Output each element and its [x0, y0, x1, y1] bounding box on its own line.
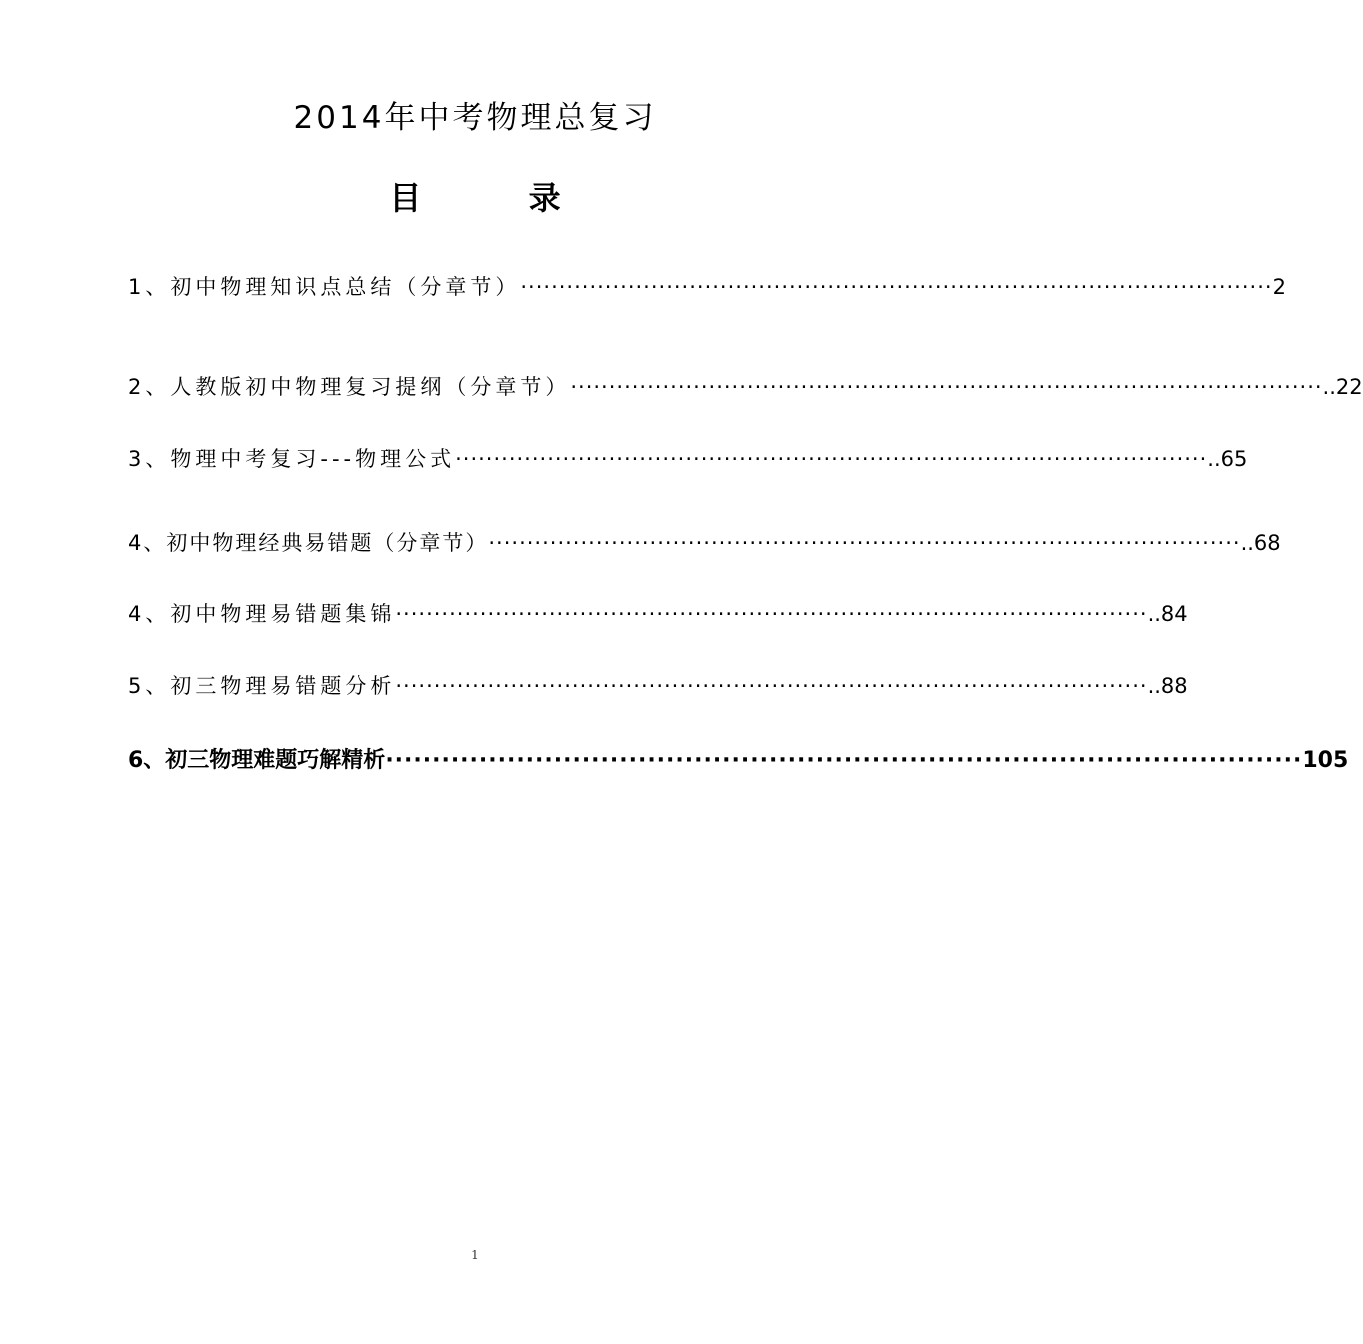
toc-entry[interactable] — [128, 599, 1188, 629]
toc-entry[interactable] — [128, 746, 1349, 776]
toc-entry[interactable] — [128, 444, 1248, 474]
toc-heading: 目 录 — [389, 179, 609, 217]
toc-entry-label: 4、初中物理经典易错题（分章节） — [128, 531, 489, 555]
toc-entry-page: ..88 — [1147, 674, 1188, 698]
toc-entry-label: 3、物理中考复习---物理公式 — [128, 447, 456, 471]
toc-entry-label: 4、初中物理易错题集锦 — [128, 602, 396, 626]
footer-page-number: 1 — [471, 1248, 479, 1262]
document-title: 2014年中考物理总复习 — [293, 100, 657, 136]
toc-entry-page: ..68 — [1240, 531, 1281, 555]
toc-entry-label: 6、初三物理难题巧解精析 — [128, 748, 386, 773]
toc-dot-leader: ·································································································· — [395, 602, 1148, 626]
toc-entry-label: 5、初三物理易错题分析 — [128, 674, 396, 698]
toc-entry-page: ..65 — [1207, 447, 1248, 471]
toc-entry-page: ..22 — [1322, 375, 1363, 399]
toc-dot-leader: ·································································································· — [455, 447, 1208, 471]
toc-entry[interactable] — [128, 671, 1188, 701]
toc-entry-page: 105 — [1302, 748, 1349, 773]
toc-dot-leader: ·································································································· — [385, 748, 1303, 773]
toc-dot-leader: ·································································································· — [520, 275, 1273, 299]
toc-dot-leader: ·································································································· — [395, 674, 1148, 698]
toc-entry[interactable] — [128, 272, 1286, 302]
toc-entry[interactable] — [128, 528, 1281, 558]
toc-dot-leader: ·································································································· — [488, 531, 1241, 555]
toc-entry-label: 2、人教版初中物理复习提纲（分章节） — [128, 375, 571, 399]
toc-entry[interactable] — [128, 372, 1363, 402]
toc-entry-page: ..84 — [1147, 602, 1188, 626]
toc-entry-page: 2 — [1272, 275, 1286, 299]
toc-entry-label: 1、初中物理知识点总结（分章节） — [128, 275, 521, 299]
toc-dot-leader: ·································································································· — [570, 375, 1323, 399]
